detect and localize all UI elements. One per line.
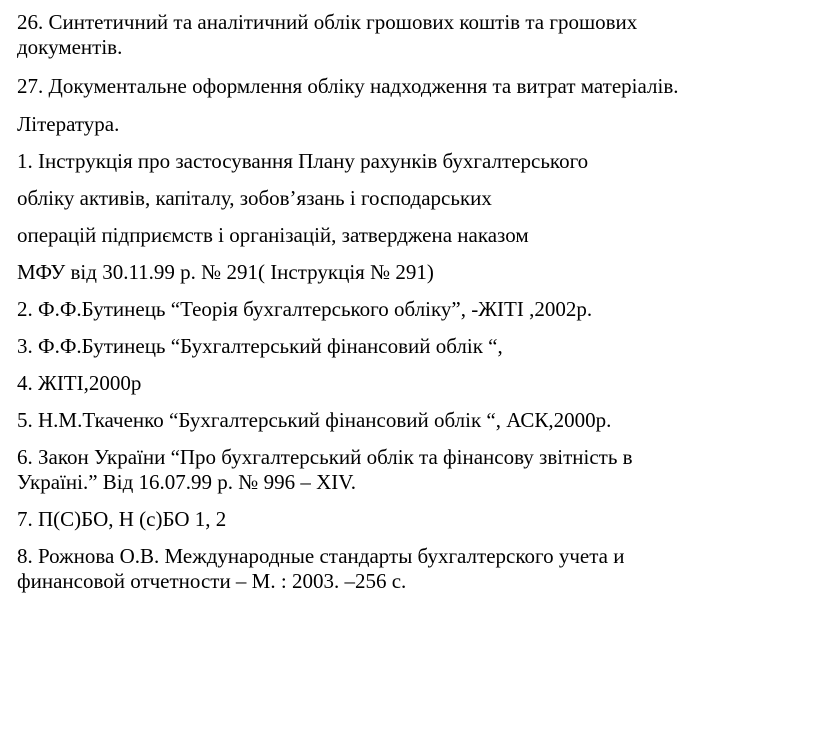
literature-8-line-1: 8. Рожнова О.В. Международные стандарты бухгалтерского учета и <box>17 544 625 568</box>
literature-item-7 <box>17 507 807 532</box>
literature-item-1 <box>17 149 807 285</box>
literature-4-line-1: 4. ЖІТІ,2000р <box>17 371 142 395</box>
literature-6-line-1: 6. Закон України “Про бухгалтерський облік та фінансову звітність в <box>17 445 633 469</box>
literature-1-line-2: обліку активів, капіталу, зобов’язань і господарських <box>17 186 492 210</box>
literature-8-line-2: финансовой отчетности – М. : 2003. –256 с. <box>17 569 407 593</box>
topic-item-27 <box>17 74 807 99</box>
literature-3-line-1: 3. Ф.Ф.Бутинець “Бухгалтерський фінансовий облік “, <box>17 334 503 358</box>
literature-heading: Література. <box>17 112 120 136</box>
literature-item-6 <box>17 445 807 495</box>
document-page <box>17 10 807 594</box>
literature-item-5 <box>17 408 807 433</box>
topic-item-26 <box>17 10 807 60</box>
literature-1-line-3: операцій підприємств і організацій, затверджена наказом <box>17 223 529 247</box>
literature-list <box>17 149 807 594</box>
literature-1-line-4: МФУ від 30.11.99 р. № 291( Інструкція № 291) <box>17 260 434 284</box>
literature-1-line-1: 1. Інструкція про застосування Плану рахунків бухгалтерського <box>17 149 589 173</box>
literature-item-3 <box>17 334 807 359</box>
literature-item-2 <box>17 297 807 322</box>
literature-7-line-1: 7. П(С)БО, Н (с)БО 1, 2 <box>17 507 227 531</box>
literature-item-4 <box>17 371 807 396</box>
topic-26-line-2: документів. <box>17 35 123 59</box>
literature-item-8 <box>17 544 807 594</box>
literature-2-line-1: 2. Ф.Ф.Бутинець “Теорія бухгалтерського обліку”, -ЖІТІ ,2002р. <box>17 297 593 321</box>
literature-6-line-2: Україні.” Від 16.07.99 р. № 996 – XIV. <box>17 470 356 494</box>
topic-27-line-1: 27. Документальне оформлення обліку надходження та витрат матеріалів. <box>17 74 679 98</box>
literature-5-line-1: 5. Н.М.Ткаченко “Бухгалтерський фінансовий облік “, АСК,2000р. <box>17 408 612 432</box>
topic-26-line-1: 26. Синтетичний та аналітичний облік грошових коштів та грошових <box>17 10 638 34</box>
